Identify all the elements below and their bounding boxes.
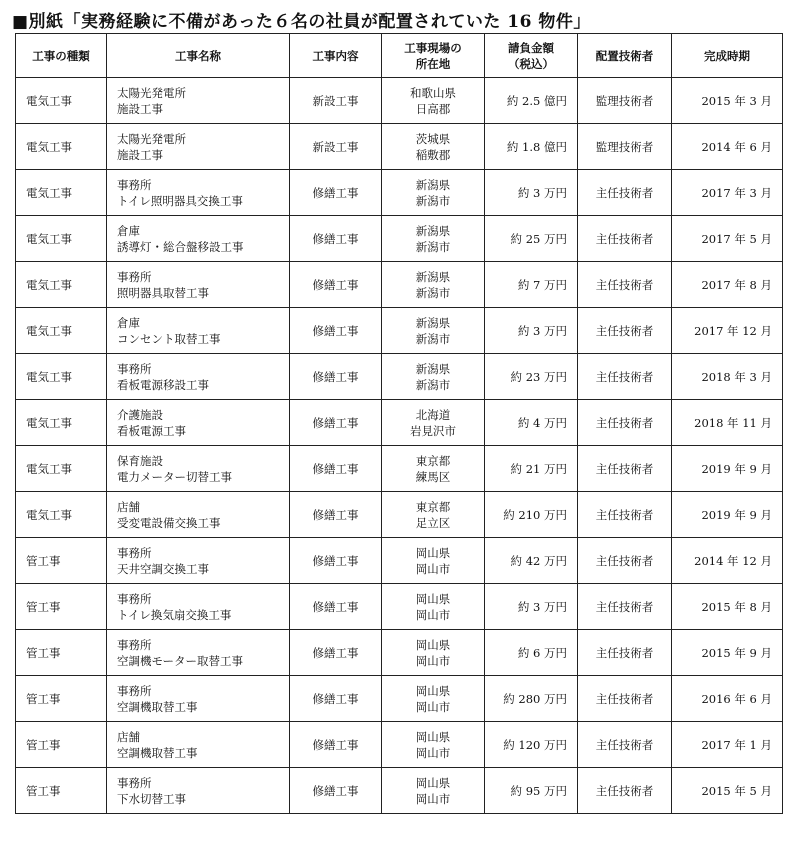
cell-location-line2: 岡山市 — [415, 745, 451, 760]
cell-date: 2017 年 1 月 — [672, 722, 783, 768]
cell-engineer: 主任技術者 — [578, 262, 672, 308]
cell-name — [107, 354, 290, 400]
cell-amount: 約 6 万円 — [485, 630, 578, 676]
cell-name — [107, 676, 290, 722]
cell-name — [107, 308, 290, 354]
cell-type: 管工事 — [16, 768, 107, 814]
cell-engineer: 主任技術者 — [578, 630, 672, 676]
table-row — [16, 722, 783, 768]
cell-date: 2015 年 5 月 — [672, 768, 783, 814]
cell-engineer: 主任技術者 — [578, 446, 672, 492]
cell-location-line1: 岡山県 — [415, 729, 451, 744]
cell-name-line2: 電力メーター切替工事 — [117, 469, 232, 484]
cell-name-line2: 施設工事 — [117, 147, 163, 162]
table-row — [16, 676, 783, 722]
cell-name — [107, 722, 290, 768]
cell-engineer: 主任技術者 — [578, 722, 672, 768]
document-title: ■別紙「実務経験に不備があった６名の社員が配置されていた 16 物件」 — [12, 12, 591, 32]
cell-location-line2: 岡山市 — [415, 561, 451, 576]
cell-type: 電気工事 — [16, 170, 107, 216]
cell-name — [107, 216, 290, 262]
header-amount-line1: 請負金額 — [508, 40, 554, 55]
cell-name — [107, 492, 290, 538]
cell-name-line2: トイレ照明器具交換工事 — [117, 193, 243, 208]
cell-name-line2: 下水切替工事 — [117, 791, 186, 806]
cell-name-line2: コンセント取替工事 — [117, 331, 221, 346]
cell-location — [382, 400, 485, 446]
cell-type: 電気工事 — [16, 446, 107, 492]
cell-location — [382, 124, 485, 170]
cell-name-line1: 事務所 — [117, 361, 152, 376]
cell-location — [382, 768, 485, 814]
cell-type: 管工事 — [16, 630, 107, 676]
cell-location-line2: 岡山市 — [415, 791, 451, 806]
table-row — [16, 446, 783, 492]
cell-name-line1: 保育施設 — [117, 453, 163, 468]
table-row — [16, 492, 783, 538]
cell-amount: 約 25 万円 — [485, 216, 578, 262]
cell-name-line2: 施設工事 — [117, 101, 163, 116]
cell-name-line2: 空調機モーター取替工事 — [117, 653, 244, 668]
cell-engineer: 主任技術者 — [578, 170, 672, 216]
cell-name-line1: 倉庫 — [117, 223, 140, 238]
cell-location-line1: 岡山県 — [415, 545, 451, 560]
cell-name-line1: 介護施設 — [117, 407, 163, 422]
cell-location-line1: 和歌山県 — [410, 85, 456, 100]
cell-amount: 約 210 万円 — [485, 492, 578, 538]
cell-name-line2: 看板電源工事 — [117, 423, 186, 438]
cell-type: 電気工事 — [16, 216, 107, 262]
cell-date: 2014 年 6 月 — [672, 124, 783, 170]
cell-name — [107, 446, 290, 492]
cell-amount: 約 280 万円 — [485, 676, 578, 722]
header-engineer: 配置技術者 — [578, 34, 672, 78]
cell-type: 電気工事 — [16, 308, 107, 354]
cell-name-line2: 受変電設備交換工事 — [117, 515, 221, 530]
cell-type: 電気工事 — [16, 262, 107, 308]
cell-content: 修繕工事 — [290, 308, 382, 354]
cell-date: 2014 年 12 月 — [672, 538, 783, 584]
cell-location — [382, 216, 485, 262]
cell-location-line1: 東京都 — [415, 453, 451, 468]
cell-type: 管工事 — [16, 722, 107, 768]
header-location — [382, 34, 485, 78]
cell-type: 電気工事 — [16, 492, 107, 538]
cell-type: 電気工事 — [16, 400, 107, 446]
cell-amount: 約 95 万円 — [485, 768, 578, 814]
cell-location-line2: 足立区 — [415, 515, 451, 530]
cell-content: 修繕工事 — [290, 354, 382, 400]
cell-content: 新設工事 — [290, 78, 382, 124]
cell-name — [107, 400, 290, 446]
cell-date: 2015 年 9 月 — [672, 630, 783, 676]
cell-location — [382, 262, 485, 308]
cell-engineer: 主任技術者 — [578, 216, 672, 262]
cell-engineer: 主任技術者 — [578, 400, 672, 446]
cell-name-line1: 太陽光発電所 — [117, 131, 186, 146]
cell-type: 電気工事 — [16, 124, 107, 170]
cell-date: 2017 年 5 月 — [672, 216, 783, 262]
cell-date: 2018 年 3 月 — [672, 354, 783, 400]
cell-location-line1: 岡山県 — [415, 775, 451, 790]
cell-name — [107, 538, 290, 584]
cell-name-line1: 事務所 — [117, 591, 152, 606]
cell-amount: 約 4 万円 — [485, 400, 578, 446]
cell-amount: 約 21 万円 — [485, 446, 578, 492]
cell-type: 管工事 — [16, 584, 107, 630]
table-row — [16, 538, 783, 584]
cell-location-line2: 新潟市 — [415, 193, 451, 208]
cell-content: 新設工事 — [290, 124, 382, 170]
cell-amount: 約 120 万円 — [485, 722, 578, 768]
cell-location-line1: 新潟県 — [415, 177, 451, 192]
cell-location — [382, 630, 485, 676]
table-row — [16, 170, 783, 216]
cell-engineer: 主任技術者 — [578, 676, 672, 722]
cell-location-line2: 岡山市 — [415, 699, 451, 714]
cell-engineer: 主任技術者 — [578, 538, 672, 584]
table-header-row — [16, 34, 783, 78]
cell-location — [382, 78, 485, 124]
cell-name-line1: 店舗 — [117, 729, 140, 744]
cell-name-line1: 事務所 — [117, 269, 152, 284]
cell-type: 管工事 — [16, 676, 107, 722]
cell-name — [107, 78, 290, 124]
cell-amount: 約 3 万円 — [485, 308, 578, 354]
cell-name-line2: 誘導灯・総合盤移設工事 — [117, 239, 244, 254]
table-row — [16, 354, 783, 400]
cell-amount: 約 23 万円 — [485, 354, 578, 400]
cell-location-line2: 岩見沢市 — [410, 423, 456, 438]
table-row — [16, 124, 783, 170]
cell-content: 修繕工事 — [290, 584, 382, 630]
cell-location-line1: 新潟県 — [415, 269, 451, 284]
cell-location-line2: 練馬区 — [415, 469, 451, 484]
cell-location-line1: 岡山県 — [415, 637, 451, 652]
header-date: 完成時期 — [672, 34, 783, 78]
cell-type: 管工事 — [16, 538, 107, 584]
cell-name-line1: 事務所 — [117, 177, 152, 192]
cell-engineer: 主任技術者 — [578, 584, 672, 630]
cell-location-line2: 新潟市 — [415, 331, 451, 346]
cell-type: 電気工事 — [16, 78, 107, 124]
cell-amount: 約 42 万円 — [485, 538, 578, 584]
table-row — [16, 630, 783, 676]
cell-name — [107, 630, 290, 676]
cell-location-line2: 新潟市 — [415, 239, 451, 254]
cell-engineer: 主任技術者 — [578, 768, 672, 814]
cell-name — [107, 262, 290, 308]
cell-name-line1: 事務所 — [117, 683, 152, 698]
cell-location-line1: 岡山県 — [415, 683, 451, 698]
cell-content: 修繕工事 — [290, 170, 382, 216]
cell-name-line1: 事務所 — [117, 775, 152, 790]
cell-name — [107, 124, 290, 170]
cell-location-line2: 岡山市 — [415, 607, 451, 622]
cell-name-line2: 天井空調交換工事 — [117, 561, 209, 576]
cell-date: 2015 年 3 月 — [672, 78, 783, 124]
cell-name-line2: 看板電源移設工事 — [117, 377, 209, 392]
cell-location — [382, 722, 485, 768]
header-amount — [485, 34, 578, 78]
projects-table — [15, 33, 783, 814]
cell-content: 修繕工事 — [290, 538, 382, 584]
cell-engineer: 主任技術者 — [578, 354, 672, 400]
cell-date: 2019 年 9 月 — [672, 492, 783, 538]
cell-date: 2015 年 8 月 — [672, 584, 783, 630]
cell-location-line1: 新潟県 — [415, 315, 451, 330]
cell-name-line2: 空調機取替工事 — [117, 699, 198, 714]
cell-location-line2: 新潟市 — [415, 377, 451, 392]
cell-location-line1: 茨城県 — [415, 131, 451, 146]
cell-engineer: 主任技術者 — [578, 492, 672, 538]
cell-name — [107, 584, 290, 630]
cell-amount: 約 7 万円 — [485, 262, 578, 308]
cell-content: 修繕工事 — [290, 400, 382, 446]
cell-amount: 約 2.5 億円 — [485, 78, 578, 124]
cell-location — [382, 446, 485, 492]
cell-location — [382, 308, 485, 354]
cell-name-line1: 事務所 — [117, 545, 152, 560]
cell-location-line2: 稲敷郡 — [415, 147, 451, 162]
cell-date: 2017 年 12 月 — [672, 308, 783, 354]
cell-location — [382, 170, 485, 216]
cell-content: 修繕工事 — [290, 262, 382, 308]
header-location-line1: 工事現場の — [404, 40, 462, 55]
table-row — [16, 768, 783, 814]
cell-content: 修繕工事 — [290, 492, 382, 538]
header-location-line2: 所在地 — [415, 56, 451, 71]
cell-engineer: 監理技術者 — [578, 124, 672, 170]
cell-engineer: 主任技術者 — [578, 308, 672, 354]
cell-location — [382, 538, 485, 584]
cell-location-line2: 新潟市 — [415, 285, 451, 300]
cell-content: 修繕工事 — [290, 722, 382, 768]
cell-name-line2: 照明器具取替工事 — [117, 285, 209, 300]
cell-name — [107, 170, 290, 216]
cell-location-line1: 北海道 — [415, 407, 451, 422]
cell-date: 2017 年 8 月 — [672, 262, 783, 308]
cell-amount: 約 3 万円 — [485, 584, 578, 630]
cell-name — [107, 768, 290, 814]
cell-name-line1: 太陽光発電所 — [117, 85, 186, 100]
cell-location — [382, 676, 485, 722]
cell-location-line2: 日高郡 — [415, 101, 451, 116]
cell-date: 2019 年 9 月 — [672, 446, 783, 492]
table-row — [16, 308, 783, 354]
cell-location — [382, 492, 485, 538]
cell-location-line1: 新潟県 — [415, 361, 451, 376]
cell-amount: 約 1.8 億円 — [485, 124, 578, 170]
cell-name-line1: 店舗 — [117, 499, 140, 514]
cell-type: 電気工事 — [16, 354, 107, 400]
cell-name-line1: 事務所 — [117, 637, 152, 652]
table-row — [16, 584, 783, 630]
table-row — [16, 262, 783, 308]
cell-content: 修繕工事 — [290, 630, 382, 676]
cell-engineer: 監理技術者 — [578, 78, 672, 124]
table-row — [16, 78, 783, 124]
cell-location — [382, 354, 485, 400]
cell-location-line1: 東京都 — [415, 499, 451, 514]
cell-content: 修繕工事 — [290, 216, 382, 262]
table-row — [16, 216, 783, 262]
cell-name-line2: トイレ換気扇交換工事 — [117, 607, 232, 622]
cell-content: 修繕工事 — [290, 768, 382, 814]
cell-location-line2: 岡山市 — [415, 653, 451, 668]
cell-date: 2018 年 11 月 — [672, 400, 783, 446]
cell-date: 2016 年 6 月 — [672, 676, 783, 722]
cell-content: 修繕工事 — [290, 446, 382, 492]
cell-date: 2017 年 3 月 — [672, 170, 783, 216]
header-type: 工事の種類 — [16, 34, 107, 78]
header-content: 工事内容 — [290, 34, 382, 78]
cell-amount: 約 3 万円 — [485, 170, 578, 216]
cell-location — [382, 584, 485, 630]
cell-name-line1: 倉庫 — [117, 315, 140, 330]
cell-name-line2: 空調機取替工事 — [117, 745, 198, 760]
header-name: 工事名称 — [107, 34, 290, 78]
table-row — [16, 400, 783, 446]
header-amount-line2: （税込） — [508, 56, 554, 71]
cell-location-line1: 新潟県 — [415, 223, 451, 238]
cell-location-line1: 岡山県 — [415, 591, 451, 606]
cell-content: 修繕工事 — [290, 676, 382, 722]
